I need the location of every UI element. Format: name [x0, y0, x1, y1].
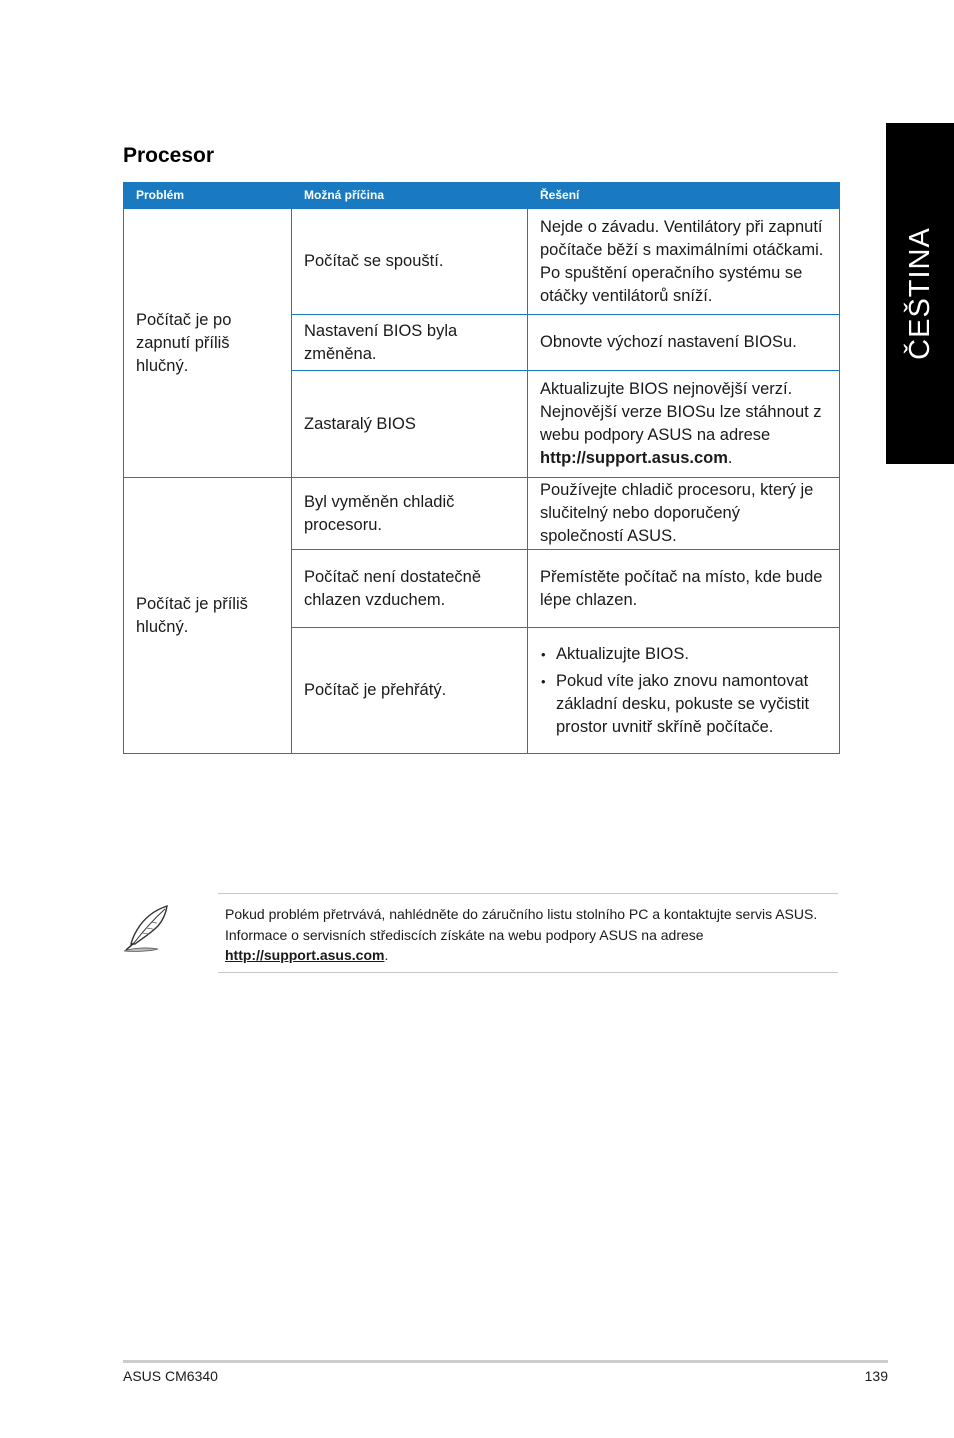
- page-number: 139: [864, 1368, 888, 1384]
- note-support-link[interactable]: http://support.asus.com: [225, 947, 385, 963]
- problem-cell: Počítač je příliš hlučný.: [124, 478, 292, 754]
- note-text: Pokud problém přetrvává, nahlédněte do záručního listu stolního PC a kontaktujte servis ASUS. Informace o servisních střediscích získáte na webu podpory ASUS na adrese: [225, 906, 818, 943]
- cause-cell: Počítač není dostatečně chlazen vzduchem.: [292, 550, 528, 628]
- table-row: [124, 209, 840, 315]
- feather-pen-icon: [122, 904, 172, 954]
- language-side-tab: [886, 123, 954, 464]
- header-problem: Problém: [124, 183, 292, 209]
- table-row: [124, 478, 840, 550]
- bullet-item: • Pokud víte jako znovu namontovat základní desku, pokuste se vyčistit prostor uvnitř skříně počítače.: [540, 670, 827, 739]
- bullet-item: • Aktualizujte BIOS.: [540, 643, 827, 666]
- solution-cell: [528, 371, 840, 478]
- cause-cell: Byl vyměněn chladič procesoru.: [292, 478, 528, 550]
- solution-end: .: [727, 449, 733, 467]
- solution-cell: Přemístěte počítač na místo, kde bude lépe chlazen.: [528, 550, 840, 628]
- support-link[interactable]: http://support.asus.com: [540, 449, 728, 467]
- header-solution: Řešení: [528, 183, 840, 209]
- footer-divider: [123, 1360, 888, 1363]
- solution-bullet-list: [540, 643, 827, 739]
- language-label: ČEŠTINA: [903, 227, 936, 360]
- cause-cell: Nastavení BIOS byla změněna.: [292, 315, 528, 371]
- troubleshooting-table: [123, 182, 840, 754]
- footer-model: ASUS CM6340: [123, 1368, 218, 1384]
- table-header-row: [124, 183, 840, 209]
- cause-cell: Počítač se spouští.: [292, 209, 528, 315]
- solution-cell: Obnovte výchozí nastavení BIOSu.: [528, 315, 840, 371]
- solution-cell: [528, 628, 840, 754]
- note-end: .: [384, 947, 389, 963]
- solution-cell: Nejde o závadu. Ventilátory při zapnutí počítače běží s maximálními otáčkami. Po spuštění operačního systému se otáčky ventilátorů sníží.: [528, 209, 840, 315]
- solution-cell: Používejte chladič procesoru, který je slučitelný nebo doporučený společností ASUS.: [528, 478, 840, 550]
- section-title: Procesor: [123, 144, 215, 167]
- cause-cell: Počítač je přehřátý.: [292, 628, 528, 754]
- solution-text: Aktualizujte BIOS nejnovější verzí. Nejnovější verze BIOSu lze stáhnout z webu podpory ASUS na adrese: [540, 380, 822, 444]
- problem-cell: Počítač je po zapnutí příliš hlučný.: [124, 209, 292, 478]
- header-cause: Možná příčina: [292, 183, 528, 209]
- note-box: [218, 893, 838, 973]
- cause-cell: Zastaralý BIOS: [292, 371, 528, 478]
